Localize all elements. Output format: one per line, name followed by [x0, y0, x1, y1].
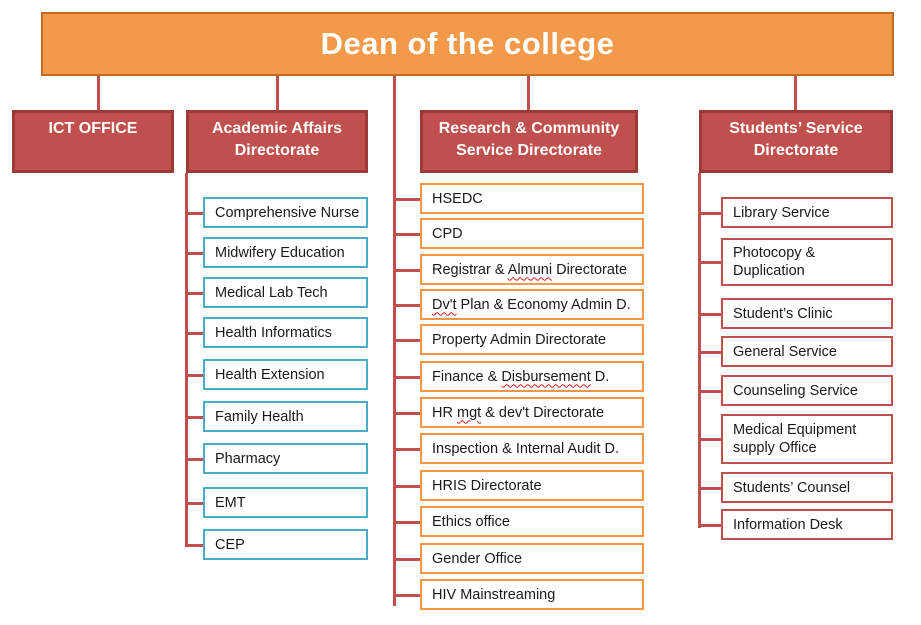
students-title-line2: Directorate [753, 142, 839, 159]
research-item [420, 506, 644, 537]
academic-connector [185, 292, 203, 295]
academic-connector [185, 374, 203, 377]
students-item-label: Information Desk [733, 516, 843, 533]
academic-title-line2: Directorate [234, 142, 320, 159]
students-connector [698, 212, 721, 215]
research-title-line1: Research & Community [438, 120, 620, 137]
academic-item-label: CEP [215, 536, 245, 553]
research-connector [393, 304, 420, 307]
research-connector [393, 594, 420, 597]
students-item [721, 472, 893, 503]
students-item-label: General Service [733, 343, 837, 360]
research-item [420, 324, 644, 355]
students-item [721, 298, 893, 329]
students-connector [698, 524, 721, 527]
academic-item-label: Family Health [215, 408, 304, 425]
dean-box [41, 12, 894, 76]
students-title-line1: Students’ Service [729, 120, 863, 137]
academic-connector [185, 502, 203, 505]
research-item [420, 289, 644, 320]
academic-connector [185, 544, 203, 547]
students-item-label [733, 421, 856, 457]
academic-item [203, 317, 368, 348]
research-connector [393, 448, 420, 451]
academic-item [203, 277, 368, 308]
research-item [420, 361, 644, 392]
research-item-label [432, 404, 604, 422]
connector-dean-research [527, 76, 530, 110]
research-item-label-underlined: Disbursement [501, 368, 591, 385]
academic-item [203, 487, 368, 518]
academic-connector [185, 416, 203, 419]
research-item-label-part: Finance & [432, 368, 502, 385]
research-connector [393, 233, 420, 236]
academic-item [203, 443, 368, 474]
research-item-label: Property Admin Directorate [432, 331, 607, 348]
academic-item-label: Medical Lab Tech [215, 284, 328, 301]
students-item-label: Library Service [733, 204, 830, 221]
research-item [420, 470, 644, 501]
academic-item [203, 529, 368, 560]
research-item-label: HSEDC [432, 190, 483, 207]
research-item-label: HRIS Directorate [432, 477, 542, 494]
academic-item-label: Midwifery Education [215, 244, 345, 261]
research-connector [393, 485, 420, 488]
academic-item [203, 197, 368, 228]
students-item-label-line2: supply Office [733, 440, 817, 456]
students-item-label [733, 244, 815, 280]
students-connector [698, 487, 721, 490]
academic-item [203, 359, 368, 390]
students-item-label: Students’ Counsel [733, 479, 851, 496]
research-connector [393, 412, 420, 415]
academic-item-label: Health Informatics [215, 324, 332, 341]
research-header [420, 110, 638, 173]
connector-dean-academic [276, 76, 279, 110]
students-item [721, 414, 893, 464]
research-item-label-underlined: mgt [456, 404, 482, 421]
research-connector [393, 376, 420, 379]
connector-dean-students [794, 76, 797, 110]
academic-item [203, 237, 368, 268]
ict-office-box [12, 110, 174, 173]
research-connector [393, 269, 420, 272]
students-item-label: Counseling Service [733, 382, 858, 399]
students-item [721, 238, 893, 286]
students-connector [698, 390, 721, 393]
research-item-label: Inspection & Internal Audit D. [432, 440, 619, 457]
connector-dean-ict [97, 76, 100, 110]
research-item [420, 433, 644, 464]
students-item-label-line1: Medical Equipment [733, 422, 857, 438]
academic-affairs-header [186, 110, 368, 173]
research-item-label: Gender Office [432, 550, 523, 567]
research-item-label-part: Plan & Economy Admin D. [456, 296, 631, 313]
research-title-line2: Service Directorate [456, 142, 602, 159]
research-item-label [432, 368, 609, 386]
research-item-label-underlined: Almuni [507, 261, 553, 278]
academic-item-label: Comprehensive Nurse [215, 204, 360, 221]
research-item [420, 218, 644, 249]
students-item-label-line1: Photocopy & [733, 245, 816, 261]
academic-connector [185, 332, 203, 335]
research-item [420, 254, 644, 285]
research-connector [393, 521, 420, 524]
students-item [721, 375, 893, 406]
students-connector [698, 261, 721, 264]
research-item-label-underlined: Dv't [432, 296, 457, 313]
students-item [721, 336, 893, 367]
research-item-label-part: Directorate [552, 261, 628, 278]
research-item [420, 397, 644, 428]
academic-connector [185, 212, 203, 215]
students-connector [698, 313, 721, 316]
students-service-header [699, 110, 893, 173]
research-item-label: CPD [432, 225, 463, 242]
research-item-label: Ethics office [432, 513, 510, 530]
research-item-label [432, 296, 631, 314]
research-item [420, 183, 644, 214]
research-item [420, 543, 644, 574]
academic-connector [185, 458, 203, 461]
dean-title: Dean of the college [320, 26, 615, 61]
students-item-label-line2: Duplication [733, 263, 805, 279]
research-item [420, 579, 644, 610]
students-item-label: Student’s Clinic [733, 305, 833, 322]
research-connector [393, 198, 420, 201]
research-connector [393, 339, 420, 342]
students-connector [698, 351, 721, 354]
academic-item-label: EMT [215, 494, 246, 511]
students-connector [698, 438, 721, 441]
research-item-label: HIV Mainstreaming [432, 586, 556, 603]
ict-office-title: ICT OFFICE [48, 120, 138, 137]
research-item-label-part: D. [590, 368, 610, 385]
research-item-label-part: & dev't Directorate [481, 404, 605, 421]
research-item-label-part: Registrar & [432, 261, 508, 278]
students-item [721, 509, 893, 540]
academic-connector [185, 252, 203, 255]
academic-trunk [185, 173, 188, 546]
research-item-label [432, 261, 627, 279]
academic-title-line1: Academic Affairs [211, 120, 343, 137]
academic-item-label: Health Extension [215, 366, 325, 383]
students-item [721, 197, 893, 228]
research-item-label-part: HR [432, 404, 457, 421]
academic-item [203, 401, 368, 432]
research-connector [393, 558, 420, 561]
academic-item-label: Pharmacy [215, 450, 281, 467]
